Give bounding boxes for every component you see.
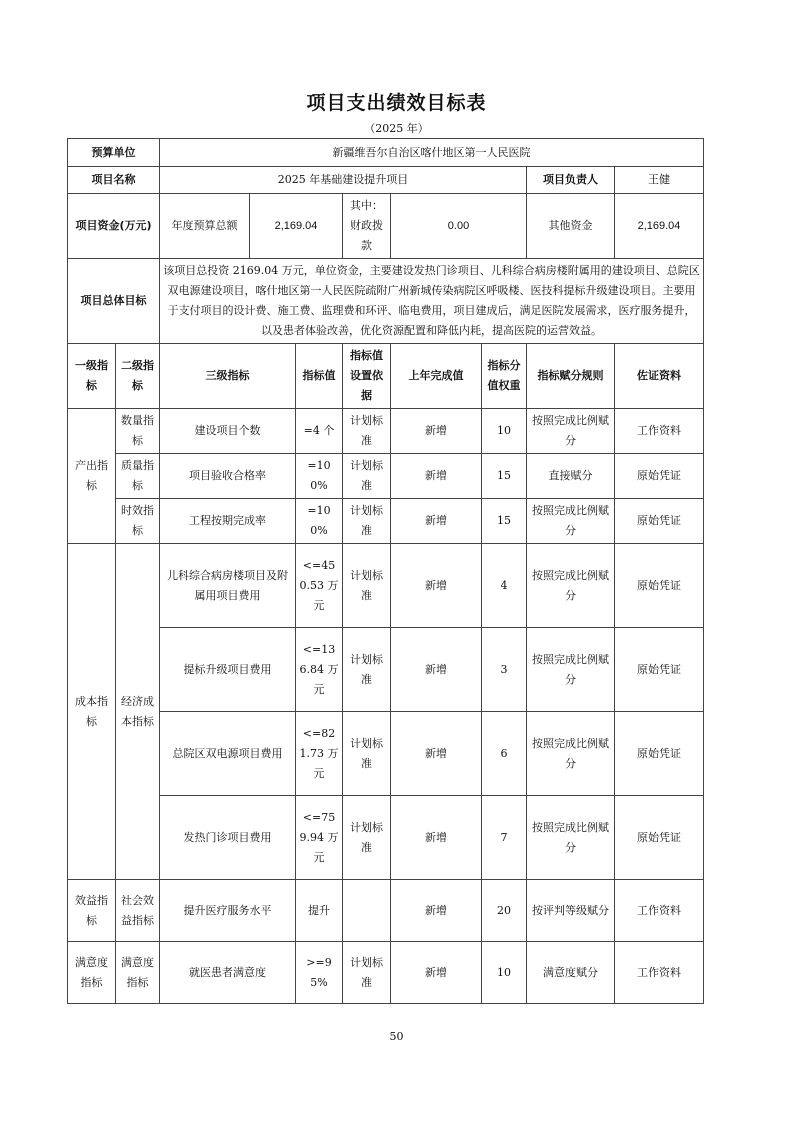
goal-text: 该项目总投资 2169.04 万元，单位资金，主要建设发热门诊项目、儿科综合病房楼附属用的建设项目、总院区双电源建设项目，喀什地区第一人民医院疏附广州新城传染病院区呼吸楼、医技科提标升级建设项目。主要用于支付项目的设计费、施工费、监理费和环评、临电费用，项目建成后，满足医院发展需求，医疗服务提升，以及患者体验改善，优化资源配置和降低内耗，提高医院的运营效益。 <box>160 259 704 344</box>
project-lead-label: 项目负责人 <box>527 167 615 194</box>
level1-cell: 成本指标 <box>68 544 116 880</box>
basis-cell: 计划标准 <box>343 796 391 880</box>
budget-unit-value: 新疆维吾尔自治区喀什地区第一人民医院 <box>160 139 704 167</box>
project-name-value: 2025 年基础建设提升项目 <box>160 167 527 194</box>
rule-cell: 满意度赋分 <box>527 942 615 1004</box>
project-lead-value: 王健 <box>615 167 704 194</box>
column-header-row <box>68 344 704 409</box>
annual-budget-label: 年度预算总额 <box>160 194 250 259</box>
basis-cell: 计划标准 <box>343 499 391 544</box>
weight-cell: 6 <box>482 712 527 796</box>
table-row <box>68 712 704 796</box>
level2-cell: 质量指标 <box>116 454 160 499</box>
level2-cell: 满意度指标 <box>116 942 160 1004</box>
last-year-cell: 新增 <box>391 454 482 499</box>
value-cell: =100% <box>296 454 343 499</box>
basis-cell: 计划标准 <box>343 409 391 454</box>
funds-row <box>68 194 704 259</box>
weight-cell: 15 <box>482 454 527 499</box>
table-row <box>68 499 704 544</box>
weight-cell: 10 <box>482 942 527 1004</box>
col-level3: 三级指标 <box>160 344 296 409</box>
table-row <box>68 409 704 454</box>
basis-cell: 计划标准 <box>343 544 391 628</box>
table-row <box>68 880 704 942</box>
evidence-cell: 原始凭证 <box>615 628 704 712</box>
rule-cell: 按照完成比例赋分 <box>527 409 615 454</box>
budget-unit-label: 预算单位 <box>68 139 160 167</box>
table-row <box>68 454 704 499</box>
last-year-cell: 新增 <box>391 880 482 942</box>
level2-cell: 时效指标 <box>116 499 160 544</box>
value-cell: <=136.84 万元 <box>296 628 343 712</box>
value-cell: <=450.53 万元 <box>296 544 343 628</box>
evidence-cell: 原始凭证 <box>615 454 704 499</box>
evidence-cell: 原始凭证 <box>615 499 704 544</box>
weight-cell: 7 <box>482 796 527 880</box>
last-year-cell: 新增 <box>391 712 482 796</box>
goal-row <box>68 259 704 344</box>
evidence-cell: 原始凭证 <box>615 796 704 880</box>
value-cell: =4 个 <box>296 409 343 454</box>
col-level1: 一级指标 <box>68 344 116 409</box>
level1-cell: 产出指标 <box>68 409 116 544</box>
evidence-cell: 工作资料 <box>615 880 704 942</box>
rule-cell: 按照完成比例赋分 <box>527 796 615 880</box>
table-row <box>68 628 704 712</box>
basis-cell: 计划标准 <box>343 712 391 796</box>
col-rule: 指标赋分规则 <box>527 344 615 409</box>
level2-cell: 经济成本指标 <box>116 544 160 880</box>
fiscal-label: 其中：财政拨款 <box>343 194 391 259</box>
rule-cell: 按照完成比例赋分 <box>527 712 615 796</box>
value-cell: <=759.94 万元 <box>296 796 343 880</box>
weight-cell: 15 <box>482 499 527 544</box>
annual-budget-value: 2,169.04 <box>250 194 343 259</box>
project-name-label: 项目名称 <box>68 167 160 194</box>
last-year-cell: 新增 <box>391 942 482 1004</box>
value-cell: >=95% <box>296 942 343 1004</box>
value-cell: =100% <box>296 499 343 544</box>
basis-cell <box>343 880 391 942</box>
rule-cell: 按照完成比例赋分 <box>527 544 615 628</box>
table-row <box>68 544 704 628</box>
rule-cell: 按照完成比例赋分 <box>527 628 615 712</box>
page-title: 项目支出绩效目标表 <box>306 92 487 114</box>
funds-label: 项目资金(万元) <box>68 194 160 259</box>
col-basis: 指标值设置依据 <box>343 344 391 409</box>
evidence-cell: 原始凭证 <box>615 712 704 796</box>
col-value: 指标值 <box>296 344 343 409</box>
value-cell: 提升 <box>296 880 343 942</box>
level1-cell: 满意度指标 <box>68 942 116 1004</box>
fiscal-value: 0.00 <box>391 194 527 259</box>
evidence-cell: 工作资料 <box>615 409 704 454</box>
col-level2: 二级指标 <box>116 344 160 409</box>
level3-cell: 总院区双电源项目费用 <box>160 712 296 796</box>
rule-cell: 按评判等级赋分 <box>527 880 615 942</box>
weight-cell: 4 <box>482 544 527 628</box>
project-name-row <box>68 167 704 194</box>
rule-cell: 按照完成比例赋分 <box>527 499 615 544</box>
level1-cell: 效益指标 <box>68 880 116 942</box>
evidence-cell: 工作资料 <box>615 942 704 1004</box>
other-funds-label: 其他资金 <box>527 194 615 259</box>
other-funds-value: 2,169.04 <box>615 194 704 259</box>
table-row <box>68 796 704 880</box>
last-year-cell: 新增 <box>391 544 482 628</box>
year-label: （2025 年） <box>364 122 429 135</box>
last-year-cell: 新增 <box>391 499 482 544</box>
level3-cell: 儿科综合病房楼项目及附属用项目费用 <box>160 544 296 628</box>
level3-cell: 就医患者满意度 <box>160 942 296 1004</box>
col-last-year: 上年完成值 <box>391 344 482 409</box>
basis-cell: 计划标准 <box>343 628 391 712</box>
weight-cell: 3 <box>482 628 527 712</box>
weight-cell: 20 <box>482 880 527 942</box>
level2-cell: 社会效益指标 <box>116 880 160 942</box>
level3-cell: 建设项目个数 <box>160 409 296 454</box>
performance-target-table <box>67 138 704 1004</box>
basis-cell: 计划标准 <box>343 454 391 499</box>
col-evidence: 佐证资料 <box>615 344 704 409</box>
goal-label: 项目总体目标 <box>68 259 160 344</box>
last-year-cell: 新增 <box>391 628 482 712</box>
rule-cell: 直接赋分 <box>527 454 615 499</box>
basis-cell: 计划标准 <box>343 942 391 1004</box>
last-year-cell: 新增 <box>391 409 482 454</box>
table-row <box>68 942 704 1004</box>
page-number: 50 <box>389 1030 404 1043</box>
value-cell: <=821.73 万元 <box>296 712 343 796</box>
level3-cell: 项目验收合格率 <box>160 454 296 499</box>
weight-cell: 10 <box>482 409 527 454</box>
level3-cell: 提标升级项目费用 <box>160 628 296 712</box>
level2-cell: 数量指标 <box>116 409 160 454</box>
col-weight: 指标分值权重 <box>482 344 527 409</box>
evidence-cell: 原始凭证 <box>615 544 704 628</box>
last-year-cell: 新增 <box>391 796 482 880</box>
level3-cell: 工程按期完成率 <box>160 499 296 544</box>
level3-cell: 发热门诊项目费用 <box>160 796 296 880</box>
level3-cell: 提升医疗服务水平 <box>160 880 296 942</box>
budget-unit-row <box>68 139 704 167</box>
